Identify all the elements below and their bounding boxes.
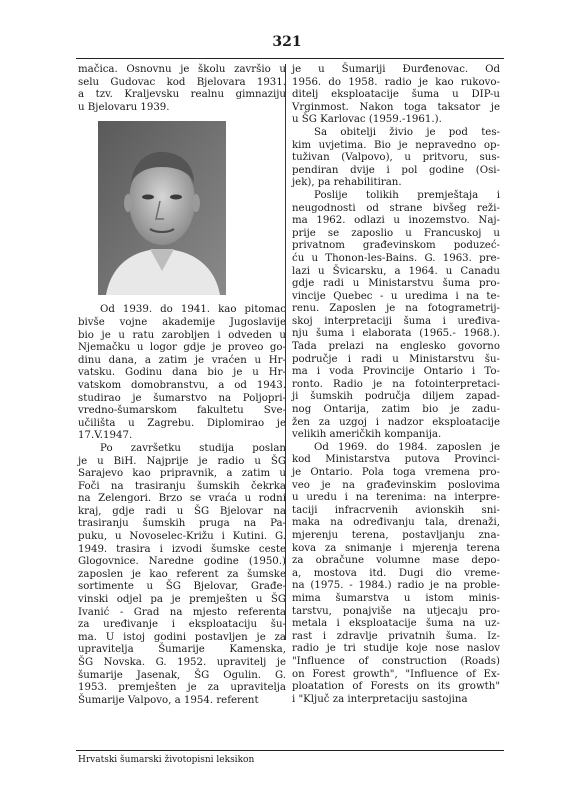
text-line: 1956. do 1958. radio je kao rukovo- <box>292 76 500 88</box>
text-line: zaposlen je kao referent za šumske <box>78 568 286 580</box>
text-line: veo je na građevinskim poslovima <box>292 479 500 491</box>
text-line: "Influence of construction (Roads) <box>292 655 500 667</box>
page-number: 321 <box>272 34 302 50</box>
text-line: ma 1962. odlazi u inozemstvo. Naj- <box>292 215 500 227</box>
text-line: prije se zaposlio u Francuskoj u <box>292 227 500 239</box>
text-line: selu Gudovac kod Bjelovara 1931. <box>78 76 286 88</box>
text-line: mačica. Osnovnu je školu završio u <box>78 64 286 75</box>
text-line: 1949. trasira i izvodi šumske ceste <box>78 543 286 555</box>
text-line: Po završetku studija poslan <box>100 442 286 454</box>
text-line: u Bjelovaru 1939. <box>78 101 170 113</box>
text-line: pendiran dvije i pol godine (Osi- <box>292 164 500 176</box>
text-line: je u BiH. Najprije je radio u ŠG <box>78 455 286 467</box>
text-line: Sarajevo kao pripravnik, a zatim u <box>78 468 286 480</box>
text-line: učilišta u Zagrebu. Diplomirao je <box>78 417 286 429</box>
footer-rule <box>76 750 504 751</box>
text-line: ditelj eksploatacije šuma u DIP-u <box>292 89 500 101</box>
text-line: 1953. premješten je za upravitelja <box>78 682 286 694</box>
text-line: trasiranju šumskih pruga na Pa- <box>78 518 286 530</box>
text-line: 17.V.1947. <box>78 430 133 442</box>
text-line: privatnom građevinskom poduzeć- <box>292 240 500 252</box>
text-line: on Forest growth", "Influence of Ex- <box>292 668 500 680</box>
text-line: vatskom domobranstvu, a od 1943. <box>78 379 286 391</box>
footer-title: Hrvatski šumarski životopisni leksikon <box>78 755 255 765</box>
text-line: žen za uzgoj i nadzor eksploatacije <box>292 416 500 428</box>
text-line: upravitelja Šumarije Kamenska, <box>78 644 286 656</box>
text-line: rast i zdravlje privatnih šuma. Iz- <box>292 630 500 642</box>
text-line: ŠG Novska. G. 1952. upravitelj je <box>78 657 286 668</box>
text-line: Od 1969. do 1984. zaposlen je <box>314 441 500 453</box>
text-line: studirao je šumarstvo na Poljopri- <box>78 392 286 404</box>
text-line: Od 1939. do 1941. kao pitomac <box>100 304 286 316</box>
text-line: taciji infracrvenih avionskih sni- <box>292 504 500 516</box>
paragraph <box>78 304 286 443</box>
text-line: ji šumskih područja diljem zapad- <box>292 391 500 403</box>
text-line: za obračune volumne mase depo- <box>292 555 500 567</box>
text-line: bio je u ratu zarobljen i odveden u <box>78 329 286 341</box>
text-line: i "Ključ za interpretaciju sastojina <box>292 693 468 705</box>
text-line: tarstvu, ponajviše na utjecaju pro- <box>292 605 500 617</box>
text-line: tuživan (Valpovo), u pritvoru, sus- <box>292 152 500 164</box>
text-line: a, mostova itd. Dugi dio vreme- <box>292 567 500 579</box>
paragraph <box>292 190 500 442</box>
text-line: vinski odjel pa je premješten u ŠG <box>78 594 286 606</box>
paragraph <box>292 127 500 190</box>
right-column <box>292 64 500 706</box>
text-line: radio je tri studije koje nose naslov <box>292 643 500 655</box>
text-line: Tada prelazi na englesko govorno <box>292 341 500 353</box>
text-line: mima šumarstva u istom minis- <box>292 592 500 604</box>
text-line: Sa obitelji živio je pod tes- <box>314 126 500 138</box>
text-line: vincije Quebec - u uredima i na te- <box>292 290 500 302</box>
text-line: ronto. Radio je na fotointerpretaci- <box>292 378 500 390</box>
text-line: kod Ministarstva putova Provinci- <box>292 454 500 466</box>
paragraph <box>292 442 500 706</box>
text-line: je u Šumariji Đurđenovac. Od <box>292 64 500 75</box>
text-line: na Zelengori. Brzo se vraća u rodni <box>78 493 286 505</box>
portrait-photo <box>98 121 226 295</box>
text-line: sortimente u ŠG Bjelovar, Građe- <box>78 581 286 593</box>
left-column <box>78 64 286 707</box>
text-line: jek), pa rehabilitiran. <box>292 177 402 189</box>
text-line: Ivanić - Grad na mjesto referenta <box>78 606 286 618</box>
text-line: ploatation of Forests on its growth" <box>292 681 500 693</box>
text-line: lazi u Švicarsku, a 1964. u Canadu <box>292 265 500 277</box>
text-line: na (1975. - 1984.) radio je na proble- <box>292 580 500 592</box>
text-line: skoj interpretaciji šuma i uređiva- <box>292 315 500 327</box>
paragraph <box>78 443 286 707</box>
text-line: ma i voda Provincije Ontario i To- <box>292 366 500 378</box>
text-line: područje i radi u Ministarstvu šu- <box>292 353 500 365</box>
text-line: velikih američkih kompanija. <box>292 429 442 441</box>
text-line: kova za snimanje i mjerenja terena <box>292 542 500 554</box>
text-line: u ŠG Karlovac (1959.-1961.). <box>292 114 442 126</box>
text-line: kraj, gdje radi u ŠG Bjelovar na <box>78 505 286 517</box>
text-line: neugodnosti od strane bivšeg reži- <box>292 202 500 214</box>
text-line: metala i eksploatacije šuma na uz- <box>292 618 500 630</box>
text-line: bivše vojne akademije Jugoslavije <box>78 316 286 328</box>
text-line: Foči na trasiranju šumskih čekrka <box>78 480 286 492</box>
text-line: nju šuma i elaborata (1965.- 1968.). <box>292 328 500 340</box>
text-line: šumarije Jasenak, ŠG Ogulin. G. <box>78 669 286 681</box>
paragraph <box>78 64 286 114</box>
text-line: vatsku. Godinu dana bio je u Hr- <box>78 367 286 379</box>
text-line: ću u Thonon-les-Bains. G. 1963. pre- <box>292 252 500 264</box>
text-line: maka na određivanju tala, drenaži, <box>292 517 500 529</box>
paragraph <box>292 64 500 127</box>
header-rule <box>76 58 504 59</box>
text-line: a tzv. Kraljevsku realnu gimnaziju <box>78 89 286 101</box>
text-line: u uredu i na terenima: na interpre- <box>292 492 500 504</box>
text-line: za uređivanje i eksploataciju šu- <box>78 619 286 631</box>
text-line: mjerenju terena, postavljanju zna- <box>292 529 500 541</box>
text-line: dinu dana, a zatim je vraćen u Hr- <box>78 354 286 366</box>
text-line: kim uvjetima. Bio je nepravedno op- <box>292 139 500 151</box>
text-line: Poslije tolikih premještaja i <box>314 189 500 201</box>
text-line: Šumarije Valpovo, a 1954. referent <box>78 694 259 706</box>
text-line: puku, u Novoselec-Križu i Kutini. G. <box>78 531 286 543</box>
text-line: ma. U istoj godini postavljen je za <box>78 631 286 643</box>
text-line: vredno-šumarskom fakultetu Sve- <box>78 405 286 417</box>
column-divider <box>285 64 286 640</box>
text-line: je Ontario. Pola toga vremena pro- <box>292 467 500 478</box>
text-line: Glogovnice. Naredne godine (1950.) <box>78 556 286 568</box>
text-line: gdje radi u Ministarstvu šuma pro- <box>292 278 500 290</box>
text-line: Njemačku u logor gdje je proveo go- <box>78 342 286 354</box>
text-line: Vrginmost. Nakon toga taksator je <box>292 101 500 113</box>
text-line: nog Ontarija, zatim bio je zadu- <box>292 404 500 416</box>
text-line: renu. Zaposlen je na fotogrametrij- <box>292 303 500 315</box>
